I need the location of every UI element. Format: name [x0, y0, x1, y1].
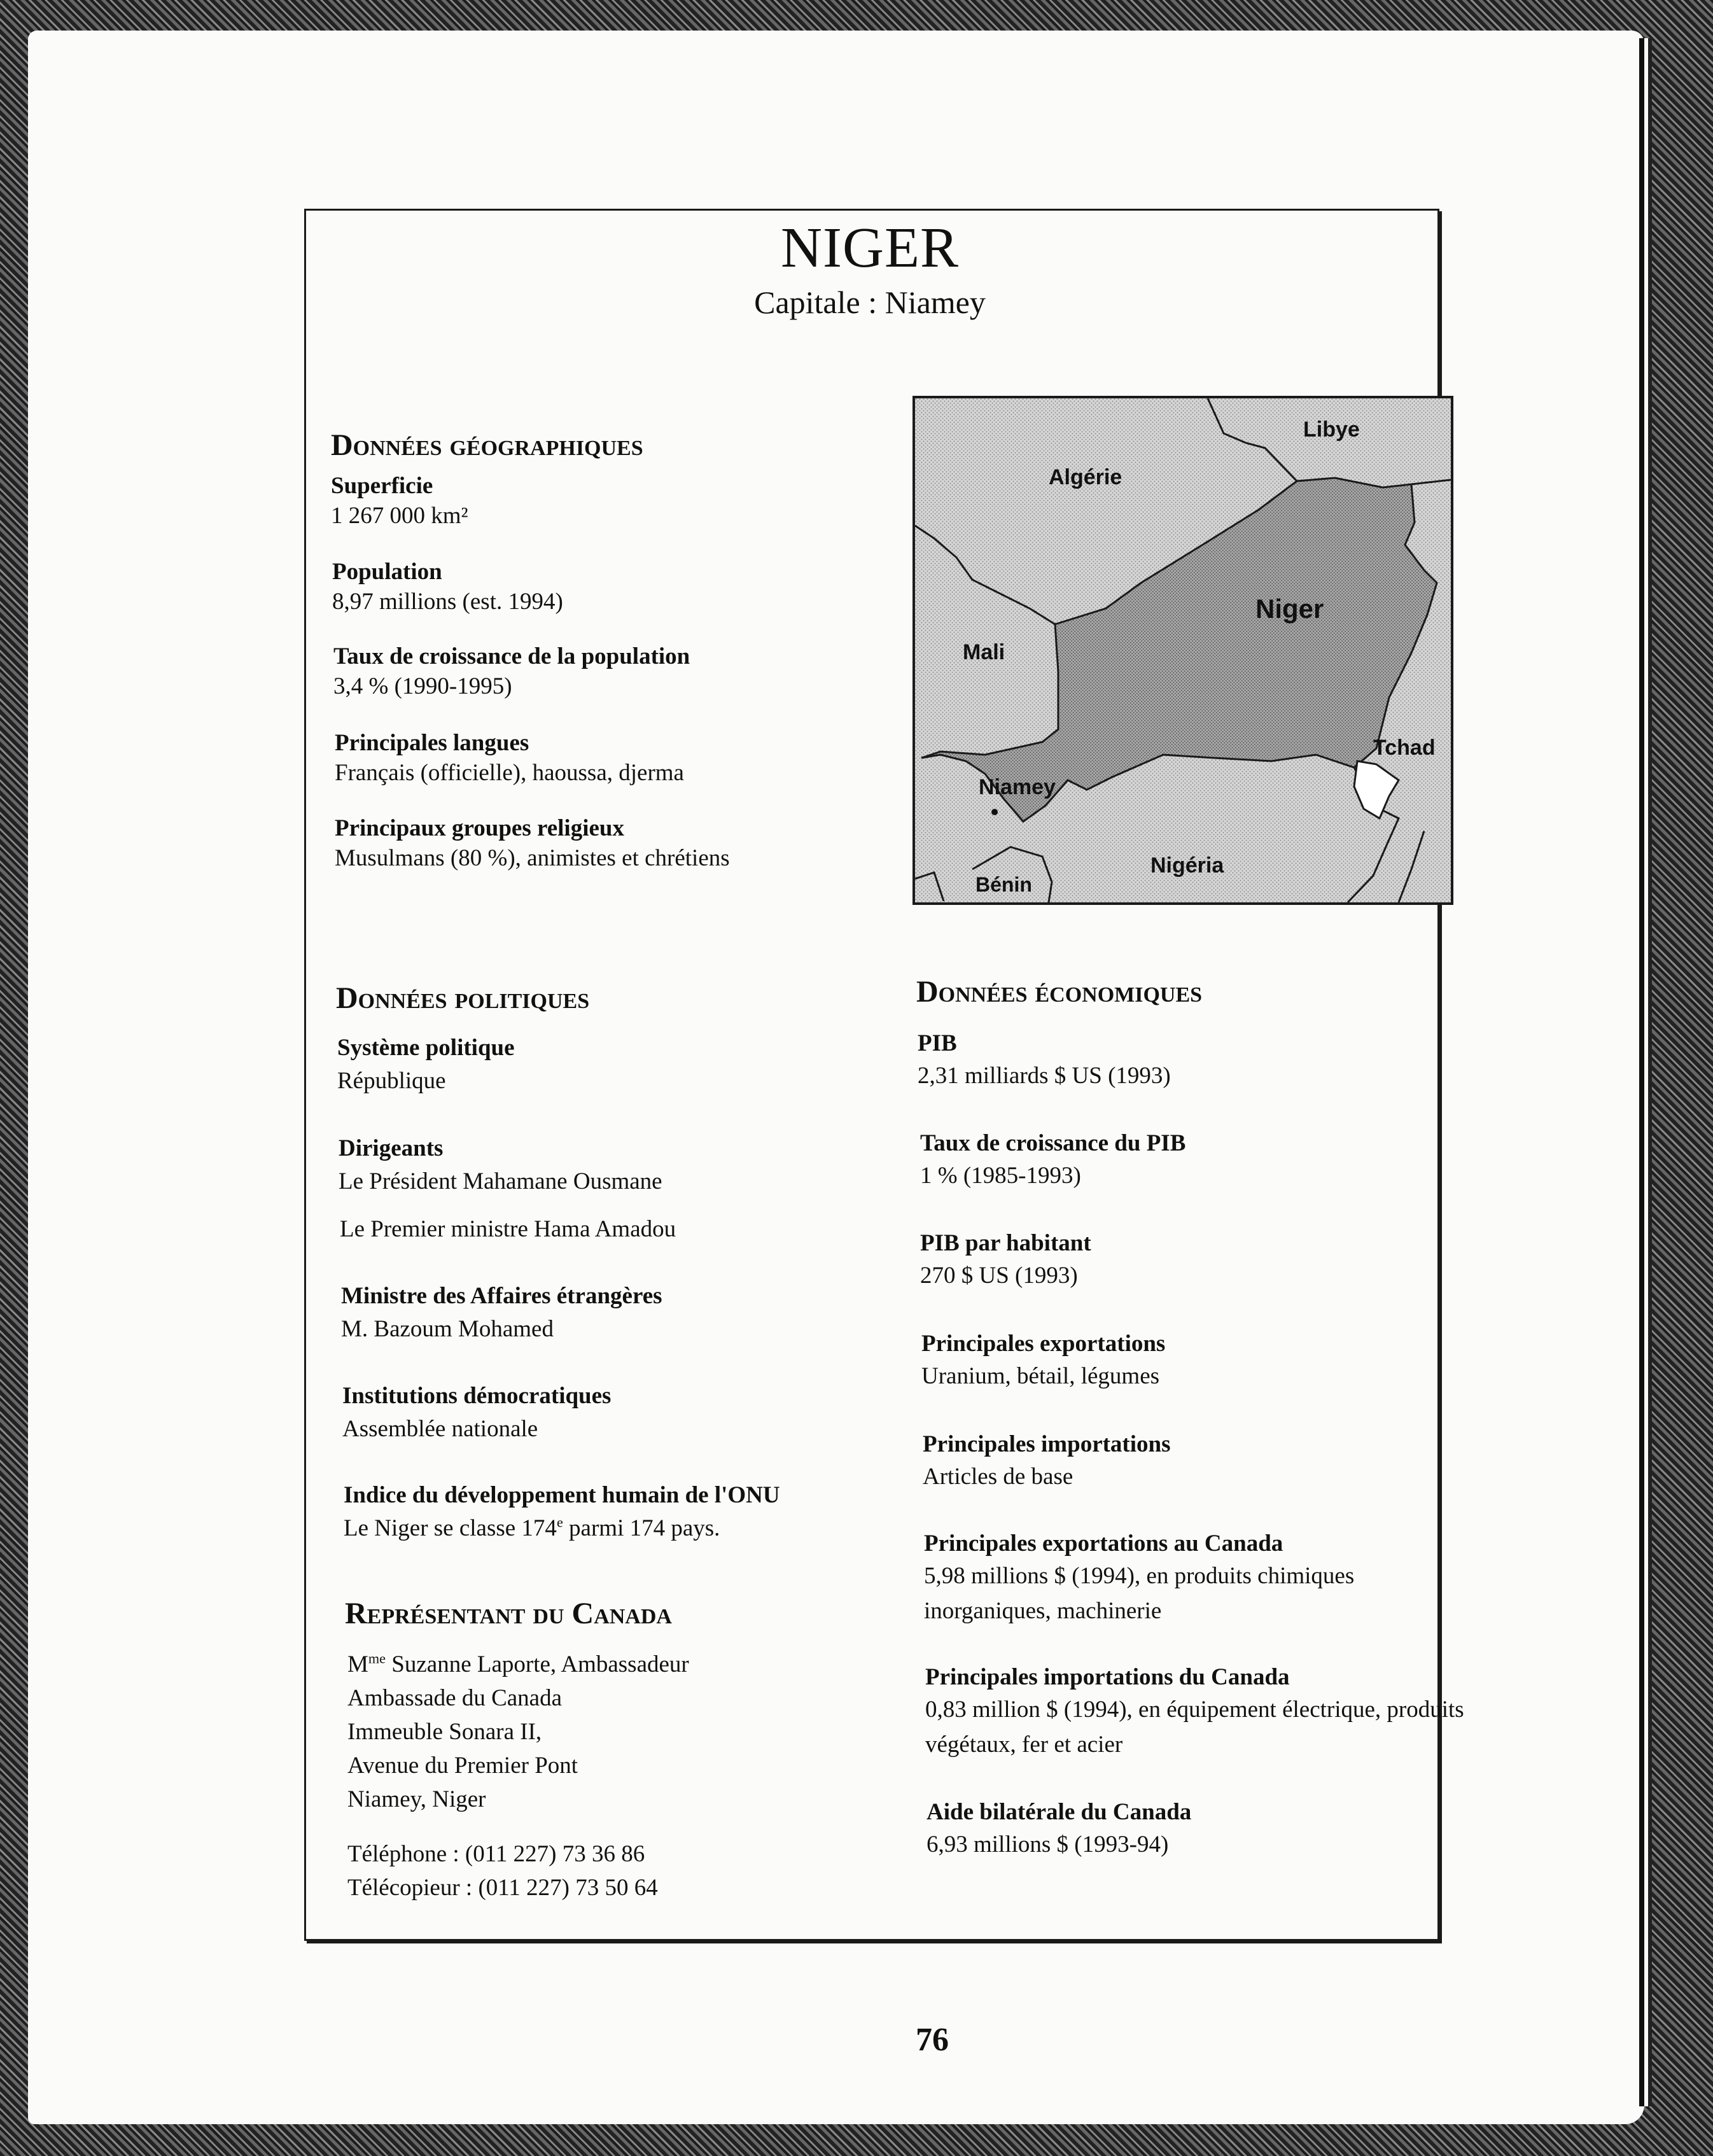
politics-system-label: Système politique [337, 1035, 515, 1061]
politics-hdi-value-post: parmi 174 pays. [563, 1515, 720, 1541]
representative-fax: Télécopieur : (011 227) 73 50 64 [347, 1875, 658, 1901]
economy-gdp-label: PIB [918, 1030, 957, 1056]
representative-address-line: Niamey, Niger [347, 1786, 486, 1812]
country-title: NIGER [781, 216, 959, 279]
map-label-mali: Mali [963, 640, 1005, 664]
politics-institutions-value: Assemblée nationale [342, 1416, 538, 1442]
politics-system-value: République [337, 1068, 446, 1094]
economy-gdp-growth-value: 1 % (1985-1993) [920, 1163, 1081, 1189]
politics-foreign-minister-value: M. Bazoum Mohamed [341, 1316, 554, 1342]
economy-imports-canada-label: Principales importations du Canada [925, 1664, 1290, 1690]
page-binding-edge [1620, 38, 1652, 2106]
economy-gdp-growth-label: Taux de croissance du PIB [920, 1130, 1186, 1156]
map-label-niger: Niger [1255, 594, 1324, 624]
map-svg [915, 398, 1451, 902]
map-label-algerie: Algérie [1049, 465, 1122, 489]
representative-phone: Téléphone : (011 227) 73 36 86 [347, 1841, 645, 1867]
page-number: 76 [916, 2022, 949, 2058]
economy-gdp-per-capita-value: 270 $ US (1993) [920, 1263, 1078, 1289]
economy-gdp-value: 2,31 milliards $ US (1993) [918, 1063, 1171, 1089]
geo-languages-label: Principales langues [335, 730, 529, 756]
geo-population-label: Population [332, 559, 442, 585]
representative-name-rest: Suzanne Laporte, Ambassadeur [386, 1651, 689, 1677]
niger-map [912, 396, 1453, 905]
economy-aid-value: 6,93 millions $ (1993-94) [926, 1831, 1169, 1858]
economy-exports-label: Principales exportations [921, 1331, 1166, 1357]
economy-exports-value: Uranium, bétail, légumes [921, 1363, 1160, 1389]
capital-subtitle: Capitale : Niamey [754, 284, 986, 320]
geo-religion-label: Principaux groupes religieux [335, 815, 624, 841]
politics-hdi-value-sup: e [556, 1514, 563, 1530]
economy-imports-canada-value-cont: végétaux, fer et acier [925, 1732, 1123, 1758]
politics-leaders-pm: Le Premier ministre Hama Amadou [340, 1216, 676, 1242]
map-label-libye: Libye [1303, 417, 1360, 442]
economy-imports-label: Principales importations [923, 1431, 1171, 1457]
politics-foreign-minister-label: Ministre des Affaires étrangères [341, 1283, 662, 1309]
economy-imports-value: Articles de base [923, 1464, 1073, 1490]
geo-religion-value: Musulmans (80 %), animistes et chrétiens [335, 845, 730, 871]
economy-exports-canada-value: 5,98 millions $ (1994), en produits chimiques [924, 1563, 1355, 1589]
representative-address-line: Immeuble Sonara II, [347, 1719, 542, 1745]
geo-growth-label: Taux de croissance de la population [333, 643, 690, 669]
politics-hdi-label: Indice du développement humain de l'ONU [344, 1482, 780, 1508]
politics-institutions-label: Institutions démocratiques [342, 1383, 612, 1409]
economy-imports-canada-value: 0,83 million $ (1994), en équipement électrique, produits [925, 1697, 1464, 1723]
politics-hdi-value-pre: Le Niger se classe 174 [344, 1515, 557, 1541]
representative-name-prefix: M [347, 1651, 368, 1677]
economy-gdp-per-capita-label: PIB par habitant [920, 1230, 1091, 1256]
economy-section-title: Données économiques [916, 975, 1203, 1009]
representative-name-sup: me [368, 1650, 386, 1667]
map-label-benin: Bénin [975, 873, 1032, 896]
map-label-nigeria: Nigéria [1150, 853, 1224, 878]
economy-exports-canada-value-cont: inorganiques, machinerie [924, 1598, 1162, 1624]
politics-leaders-label: Dirigeants [339, 1135, 444, 1161]
geo-area-value: 1 267 000 km² [331, 503, 468, 529]
representative-address-line: Ambassade du Canada [347, 1685, 563, 1711]
geo-section-title: Données géographiques [331, 428, 643, 462]
geo-growth-value: 3,4 % (1990-1995) [333, 673, 512, 699]
geo-languages-value: Français (officielle), haoussa, djerma [335, 760, 684, 786]
geo-area-label: Superficie [331, 473, 433, 499]
economy-aid-label: Aide bilatérale du Canada [926, 1799, 1192, 1825]
niamey-dot [991, 809, 998, 815]
politics-section-title: Données politiques [336, 981, 590, 1015]
representative-address-line: Avenue du Premier Pont [347, 1753, 578, 1779]
map-label-niamey: Niamey [979, 775, 1056, 799]
geo-population-value: 8,97 millions (est. 1994) [332, 589, 563, 615]
politics-hdi-value [344, 1512, 720, 1545]
politics-leaders-president: Le Président Mahamane Ousmane [339, 1168, 662, 1194]
representative-section-title: Représentant du Canada [345, 1597, 672, 1630]
economy-exports-canada-label: Principales exportations au Canada [924, 1530, 1283, 1557]
representative-name [347, 1648, 689, 1681]
map-label-tchad: Tchad [1373, 736, 1436, 760]
